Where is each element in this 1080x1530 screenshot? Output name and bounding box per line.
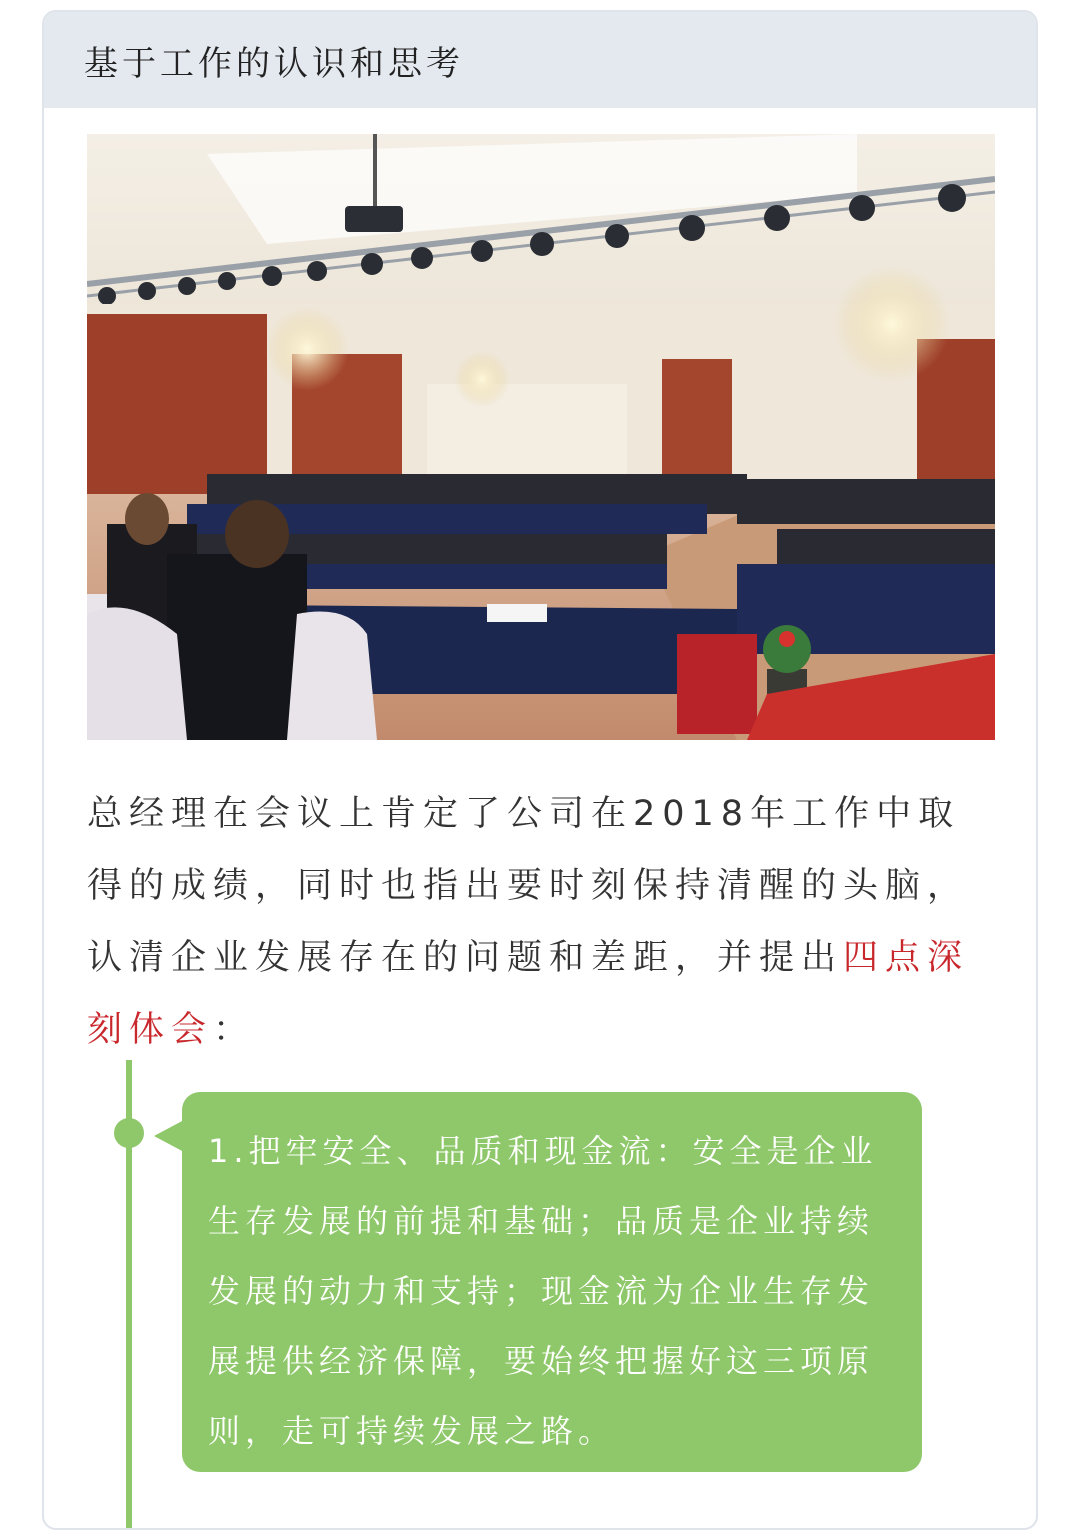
section-title: 基于工作的认识和思考	[84, 43, 464, 84]
section-header	[44, 12, 1036, 108]
summary-paragraph	[87, 778, 999, 1066]
conference-photo-illustration	[87, 134, 995, 740]
bubble-arrow	[154, 1120, 184, 1152]
point-text: 1.把牢安全、品质和现金流：安全是企业生存发展的前提和基础；品质是企业持续发展的动力和支持；现金流为企业生存发展提供经济保障，要始终把握好这三项原则，走可持续发展之路。	[208, 1132, 878, 1450]
conference-hall-photo	[87, 134, 995, 740]
highlight-text: 四点深刻体会	[87, 938, 970, 1050]
point-bubble	[182, 1092, 922, 1472]
paragraph-text: 总经理在会议上肯定了公司在2018年工作中取得的成绩，同时也指出要时刻保持清醒的头脑，认清企业发展存在的问题和差距，并提出	[87, 794, 970, 978]
paragraph-end: ：	[213, 1010, 256, 1050]
section-card	[42, 10, 1038, 1530]
timeline-dot	[114, 1118, 144, 1148]
